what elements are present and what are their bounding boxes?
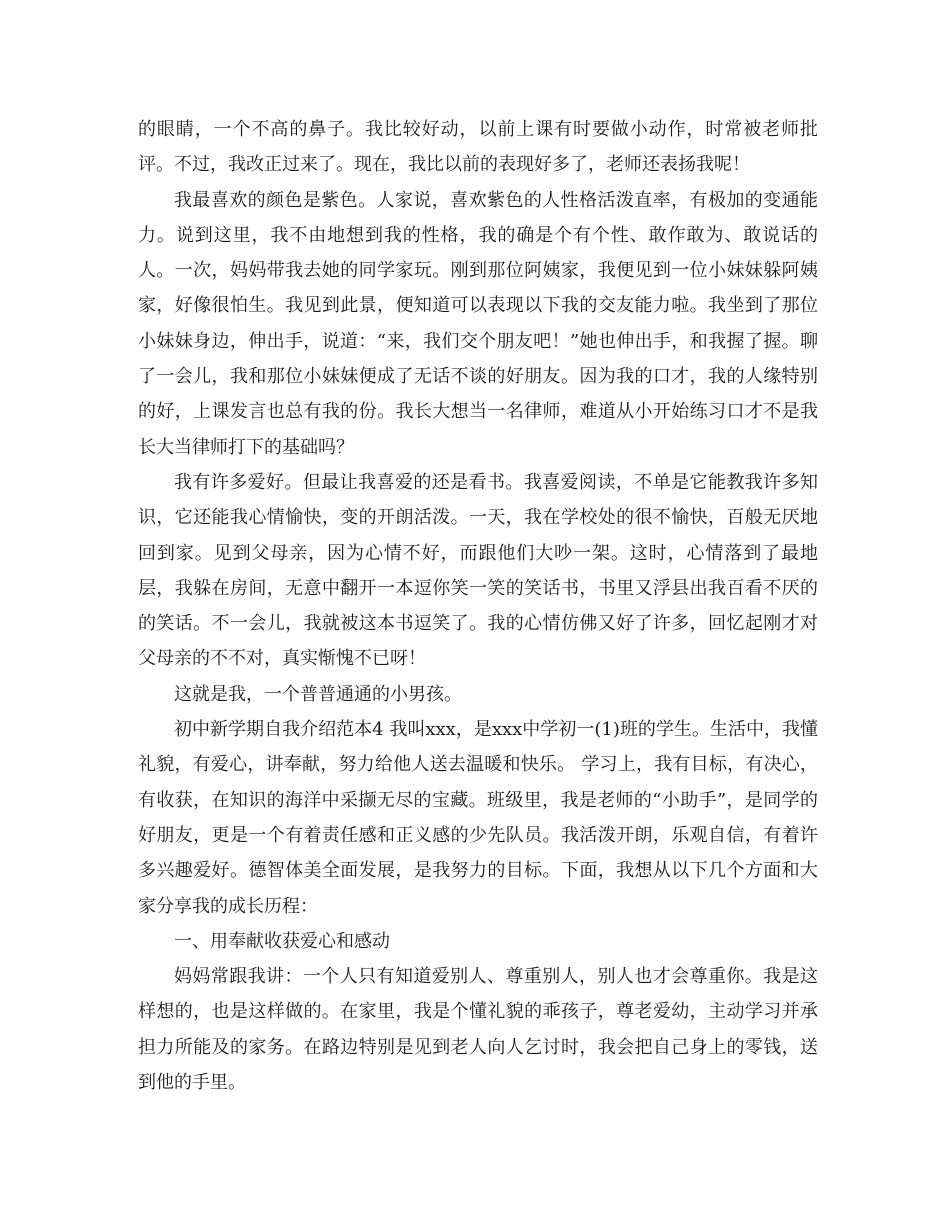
paragraph-7: 妈妈常跟我讲：一个人只有知道爱别人、尊重别人，别人也才会尊重你。我是这样想的，也是这样做的。在家里，我是个懂礼貌的乖孩子，尊老爱幼，主动学习并承担力所能及的家务。在路边特别是见到老人向人乞讨时，我会把自己身上的零钱，送到他的手里。 — [138, 966, 818, 1094]
document-body — [138, 112, 818, 1100]
section-heading: 一、用奉献收获爱心和感动 — [174, 930, 390, 952]
paragraph-1: 的眼睛，一个不高的鼻子。我比较好动，以前上课有时要做小动作，时常被老师批评。不过，我改正过来了。现在，我比以前的表现好多了，老师还表扬我呢！ — [138, 119, 818, 176]
paragraph-5: 初中新学期自我介绍范本4 我叫xxx，是xxx中学初一(1)班的学生。生活中，我懂礼貌，有爱心，讲奉献，努力给他人送去温暖和快乐。 学习上，我有目标，有决心，有收获，在知识的海洋中采撷无尽的宝藏。班级里，我是老师的“小助手”，是同学的好朋友，更是一个有着责任感和正义感的少先队员。我活泼开朗，乐观自信，有着许多兴趣爱好。德智体美全面发展，是我努力的目标。下面，我想从以下几个方面和大家分享我的成长历程： — [138, 719, 818, 917]
paragraph-2: 我最喜欢的颜色是紫色。人家说，喜欢紫色的人性格活泼直率，有极加的变通能力。说到这里，我不由地想到我的性格，我的确是个有个性、敢作敢为、敢说话的人。一次，妈妈带我去她的同学家玩。刚到那位阿姨家，我便见到一位小妹妹躲阿姨家，好像很怕生。我见到此景，便知道可以表现以下我的交友能力啦。我坐到了那位小妹妹身边，伸出手，说道：“来，我们交个朋友吧！”她也伸出手，和我握了握。聊了一会儿，我和那位小妹妹便成了无话不谈的好朋友。因为我的口才，我的人缘特别的好，上课发言也总有我的份。我长大想当一名律师，难道从小开始练习口才不是我长大当律师打下的基础吗？ — [138, 189, 818, 458]
paragraph-3: 我有许多爱好。但最让我喜爱的还是看书。我喜爱阅读，不单是它能教我许多知识，它还能我心情愉快，变的开朗活泼。一天，我在学校处的很不愉快，百般无厌地回到家。见到父母亲，因为心情不好，而跟他们大吵一架。这时，心情落到了最地层，我躲在房间，无意中翻开一本逗你笑一笑的笑话书，书里又浮县出我百看不厌的的笑话。不一会儿，我就被这本书逗笑了。我的心情仿佛又好了许多，回忆起刚才对父母亲的不不对，真实惭愧不已呀！ — [138, 471, 818, 670]
paragraph-4: 这就是我，一个普普通通的小男孩。 — [174, 683, 462, 705]
